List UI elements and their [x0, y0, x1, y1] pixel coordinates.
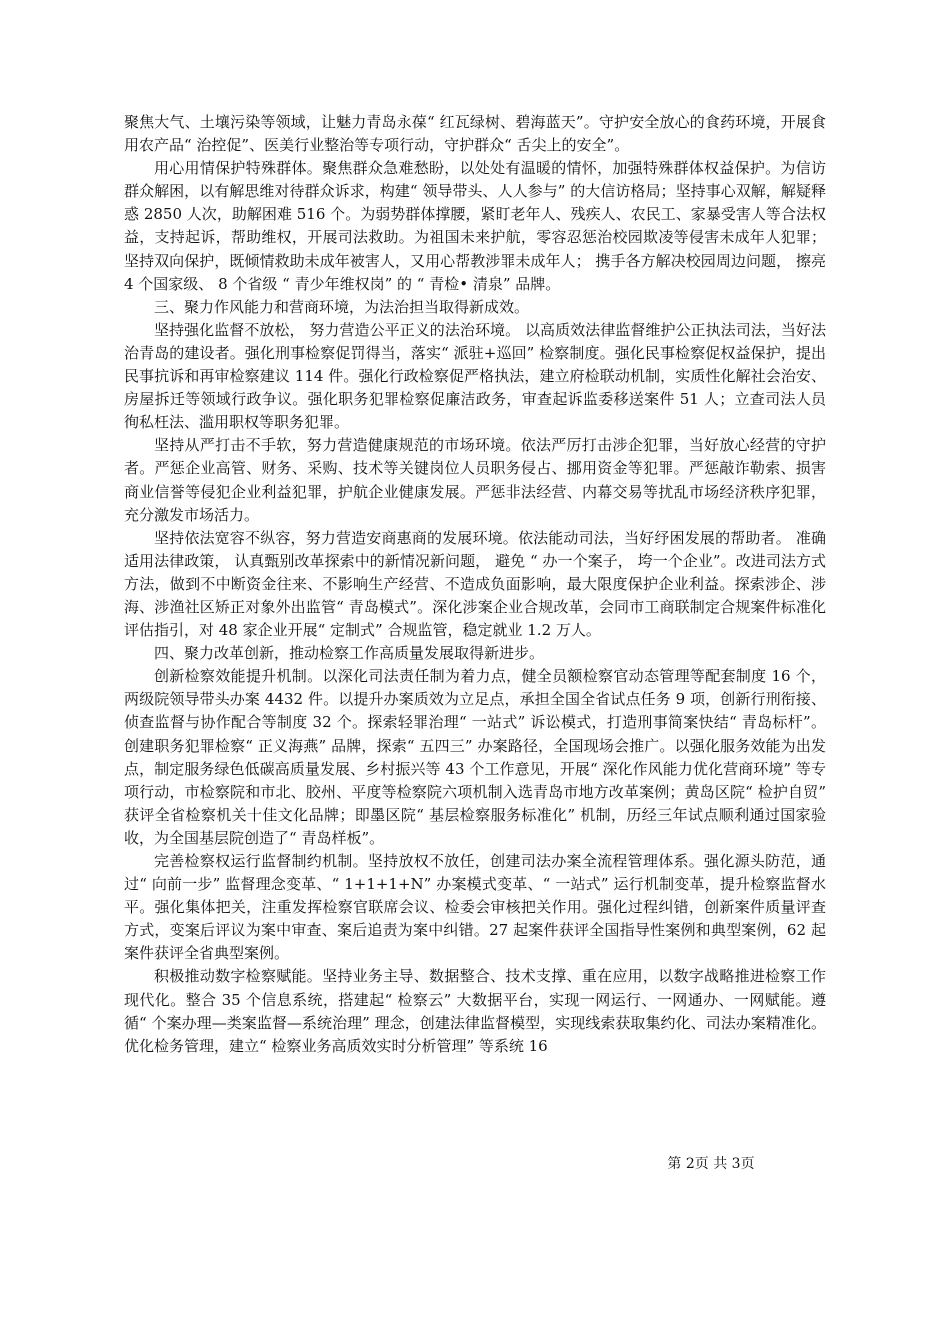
page-footer [0, 1153, 950, 1173]
paragraph-8: 创新检察效能提升机制。以深化司法责任制为着力点，健全员额检察官动态管理等配套制度 16 个，两级院领导带头办案 4432 件。以提升办案质效为立足点，承担全国全省试点任务 9 项，创新行刑衔接、侦查监督与协作配合等制度 32 个。探索轻罪治理“ 一站式” 诉讼模式，打造刑事简案快结“ 青岛标杆”。创建职务犯罪检察“ 正义海燕” 品牌，探索“ 五四三” 办案路径，全国现场会推广。以强化服务效能为出发点，制定服务绿色低碳高质量发展、乡村振兴等 43 个工作意见，开展“ 深化作风能力优化营商环境” 等专项行动，市检察院和市北、胶州、平度等检察院六项机制入选青岛市地方改革案例；黄岛区院“ 检护自贸” 获评全省检察机关十佳文化品牌；即墨区院“ 基层检察服务标准化” 机制，历经三年试点顺利通过国家验收，为全国基层院创造了“ 青岛样板”。 [124, 667, 826, 847]
section-heading-4: 四、聚力改革创新，推动检察工作高质量发展取得新进步。 [154, 644, 545, 663]
paragraph-6: 坚持依法宽容不纵容，努力营造安商惠商的发展环境。依法能动司法，当好纾困发展的帮助者。 准确适用法律政策， 认真甄别改革探索中的新情况新问题， 避免 “ 办一个案子， 垮一个企业”。改进司法方式方法，做到不中断资金往来、不影响生产经营、不造成负面影响，最大限度保护企业利益。探索涉企、涉海、涉渔社区矫正对象外出监管“ 青岛模式”。深化涉案企业合规改革，会同市工商联制定合规案件标准化评估指引，对 48 家企业开展“ 定制式” 合规监管，稳定就业 1.2 万人。 [124, 528, 826, 640]
paragraph-2: 用心用情保护特殊群体。聚焦群众急难愁盼，以处处有温暖的情怀，加强特殊群体权益保护。为信访群众解困，以有解思维对待群众诉求，构建“ 领导带头、人人参与” 的大信访格局；坚持事心双解，解疑释惑 2850 人次，助解困难 516 个。为弱势群体撑腰，紧盯老年人、残疾人、农民工、家暴受害人等合法权益，支持起诉，帮助维权，开展司法救助。为祖国未来护航，零容忍惩治校园欺凌等侵害未成年人犯罪；坚持双向保护，既倾情救助未成年被害人，又用心帮教涉罪未成年人； 携手各方解决校园周边问题， 擦亮 4 个国家级、 8 个省级 “ 青少年维权岗” 的 “ 青检• 清泉” 品牌。 [124, 159, 826, 293]
paragraph-4: 坚持强化监督不放松， 努力营造公平正义的法治环境。 以高质效法律监督维护公正执法司法，当好法治青岛的建设者。强化刑事检察促罚得当，落实“ 派驻+巡回” 检察制度。强化民事检察促权益保护，提出民事抗诉和再审检察建议 114 件。强化行政检察促严格执法，建立府检联动机制，实质性化解社会治安、房屋拆迁等领域行政争议。强化职务犯罪检察促廉洁政务，审查起诉监委移送案件 51 人；立查司法人员徇私枉法、滥用职权等职务犯罪。 [124, 320, 826, 432]
paragraph-9: 完善检察权运行监督制约机制。坚持放权不放任，创建司法办案全流程管理体系。强化源头防范，通过“ 向前一步” 监督理念变革、“ 1+1+1+N” 办案模式变革、“ 一站式” 运行机制变革，提升检察监督水平。强化集体把关，注重发挥检察官联席会议、检委会审核把关作用。强化过程纠错，创新案件质量评查方式，变案后评议为案中审查、案后追责为案中纠错。27 起案件获评全国指导性案例和典型案例，62 起案件获评全省典型案例。 [124, 852, 826, 963]
paragraph-10: 积极推动数字检察赋能。坚持业务主导、数据整合、技术支撑、重在应用，以数字战略推进检察工作现代化。整合 35 个信息系统，搭建起“ 检察云” 大数据平台，实现一网运行、一网通办、一网赋能。遵循“ 个案办理—类案监督—系统治理” 理念，创建法律监督模型，实现线索获取集约化、司法办案精准化。优化检务管理，建立“ 检察业务高质效实时分析管理” 等系统 16 [124, 967, 826, 1055]
paragraph-5: 坚持从严打击不手软，努力营造健康规范的市场环境。依法严厉打击涉企犯罪，当好放心经营的守护者。严惩企业高管、财务、采购、技术等关键岗位人员职务侵占、挪用资金等犯罪。严惩敲诈勒索、损害商业信誉等侵犯企业利益犯罪，护航企业健康发展。严惩非法经营、内幕交易等扰乱市场经济秩序犯罪，充分激发市场活力。 [124, 436, 826, 524]
paragraph-1: 聚焦大气、土壤污染等领域，让魅力青岛永葆“ 红瓦绿树、碧海蓝天”。守护安全放心的食药环境，开展食用农产品“ 治控促”、医美行业整治等专项行动，守护群众“ 舌尖上的安全”。 [124, 113, 826, 155]
document-body [124, 111, 826, 1058]
section-heading-3: 三、聚力作风能力和营商环境，为法治担当取得新成效。 [154, 297, 530, 316]
page-number: 第 2页 共 3页 [667, 1156, 755, 1172]
